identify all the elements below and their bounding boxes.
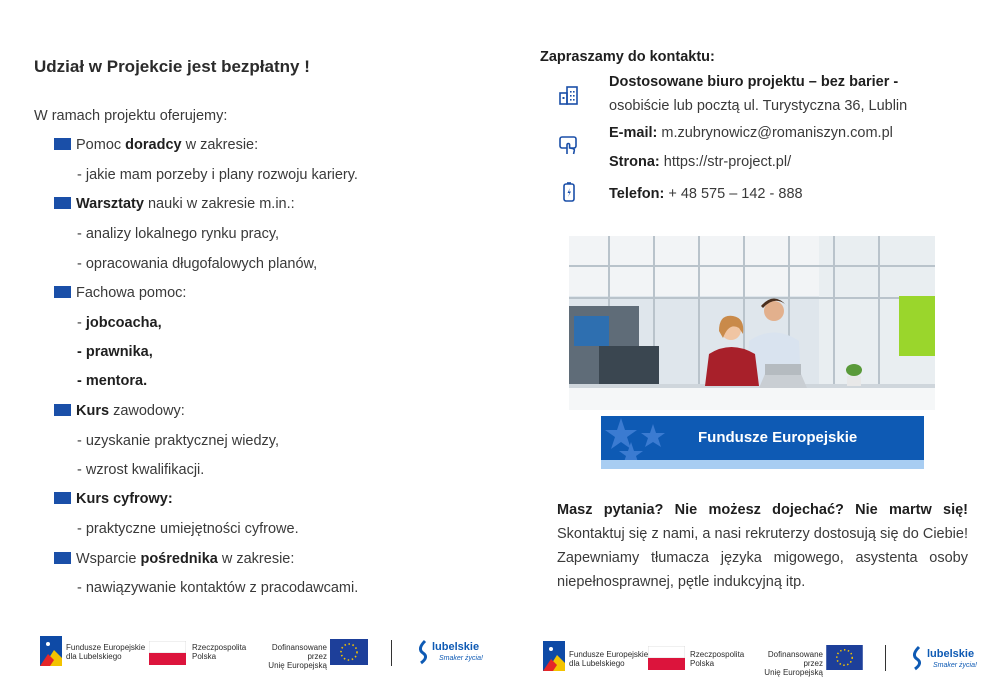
offer-subitem: - mentora. xyxy=(77,373,148,389)
eu-funded-text: Dofinansowane przez Unię Europejską xyxy=(268,643,327,670)
bullet-square-icon xyxy=(54,138,71,150)
email-link[interactable]: m.zubrynowicz@romaniszyn.com.pl xyxy=(657,125,893,141)
contact-heading: Zapraszamy do kontaktu: xyxy=(540,49,715,65)
offer-subitem: - praktyczne umiejętności cyfrowe. xyxy=(77,521,299,537)
info-text: Skontaktuj się z nami, a nasi rekruterzy dostosują się do Ciebie! Zapewniamy tłumacza języka migowego, asystenta osoby niepełnosprawnej, pętle indukcyjną itp. xyxy=(557,526,968,590)
lubelskie-logo-text: lubelskie xyxy=(927,648,975,660)
bullet-square-icon xyxy=(54,492,71,504)
fe-logo-text: Fundusze Europejskie dla Lubelskiego xyxy=(569,650,649,668)
bullet-square-icon xyxy=(54,197,71,209)
fe-logo-icon xyxy=(543,641,565,671)
offer-item-expert-help: Fachowa pomoc: xyxy=(54,285,186,301)
offer-subitem: - prawnika, xyxy=(77,344,153,360)
eu-funds-banner xyxy=(601,416,924,469)
hand-touch-icon xyxy=(558,134,580,156)
building-icon xyxy=(558,84,580,106)
lubelskie-logo-icon xyxy=(909,645,925,671)
phone-battery-icon xyxy=(558,181,580,203)
eu-funded-text: Dofinansowane przez Unię Europejską xyxy=(764,650,823,677)
phone-line: Telefon: + 48 575 – 142 - 888 xyxy=(609,186,803,202)
rp-logo-text: Rzeczpospolita Polska xyxy=(192,643,247,661)
offer-item-workshops: Warsztaty nauki w zakresie m.in.: xyxy=(54,196,295,212)
fe-logo-icon xyxy=(40,636,62,666)
email-line: E-mail: m.zubrynowicz@romaniszyn.com.pl xyxy=(609,125,893,141)
info-paragraph xyxy=(557,498,968,594)
fe-logo-text: Fundusze Europejskie dla Lubelskiego xyxy=(66,643,146,661)
office-heading: Dostosowane biuro projektu – bez barier - xyxy=(609,74,899,90)
offer-subitem: - analizy lokalnego rynku pracy, xyxy=(77,226,280,242)
lubelskie-logo-icon xyxy=(415,639,431,665)
eu-flag-icon xyxy=(330,639,368,665)
bullet-square-icon xyxy=(54,286,71,298)
offer-subitem: - opracowania długofalowych planów, xyxy=(77,256,318,272)
info-question: Masz pytania? Nie możesz dojechać? Nie martw się! xyxy=(557,502,968,518)
polish-flag-icon xyxy=(149,641,186,665)
offer-subitem: - jakie mam porzeby i plany rozwoju kariery. xyxy=(77,167,358,183)
offer-item-vocational-course: Kurs zawodowy: xyxy=(54,403,185,419)
offer-subitem: - jobcoacha, xyxy=(77,315,162,331)
footer-logos-right xyxy=(543,638,988,682)
footer-logos-left xyxy=(40,633,500,677)
offer-item-advisor: Pomoc doradcy w zakresie: xyxy=(54,137,258,153)
phone-number[interactable]: + 48 575 – 142 - 888 xyxy=(664,186,803,202)
offer-subitem: - uzyskanie praktycznej wiedzy, xyxy=(77,433,280,449)
bullet-square-icon xyxy=(54,552,71,564)
offer-subitem: - wzrost kwalifikacji. xyxy=(77,462,205,478)
eu-flag-icon xyxy=(826,645,863,670)
banner-title: Fundusze Europejskie xyxy=(698,429,858,446)
offer-item-digital-course: Kurs cyfrowy: xyxy=(54,491,173,507)
website-line: Strona: https://str-project.pl/ xyxy=(609,154,792,170)
lubelskie-slogan: Smaker życia! xyxy=(933,662,977,669)
office-photo xyxy=(569,236,935,410)
page-title: Udział w Projekcie jest bezpłatny ! xyxy=(34,57,310,76)
offer-subitem: - nawiązywanie kontaktów z pracodawcami. xyxy=(77,580,359,596)
bullet-square-icon xyxy=(54,404,71,416)
lubelskie-logo-text: lubelskie xyxy=(432,641,480,653)
offer-item-broker: Wsparcie pośrednika w zakresie: xyxy=(54,551,294,567)
lubelskie-slogan: Smaker życia! xyxy=(439,655,483,662)
eu-stars-icon xyxy=(601,416,681,460)
polish-flag-icon xyxy=(648,646,685,670)
left-column xyxy=(34,0,504,620)
rp-logo-text: Rzeczpospolita Polska xyxy=(690,650,745,668)
website-link[interactable]: https://str-project.pl/ xyxy=(659,154,792,170)
office-address: osobiście lub pocztą ul. Turystyczna 36, Lublin xyxy=(609,98,908,114)
intro-text: W ramach projektu oferujemy: xyxy=(34,108,228,124)
